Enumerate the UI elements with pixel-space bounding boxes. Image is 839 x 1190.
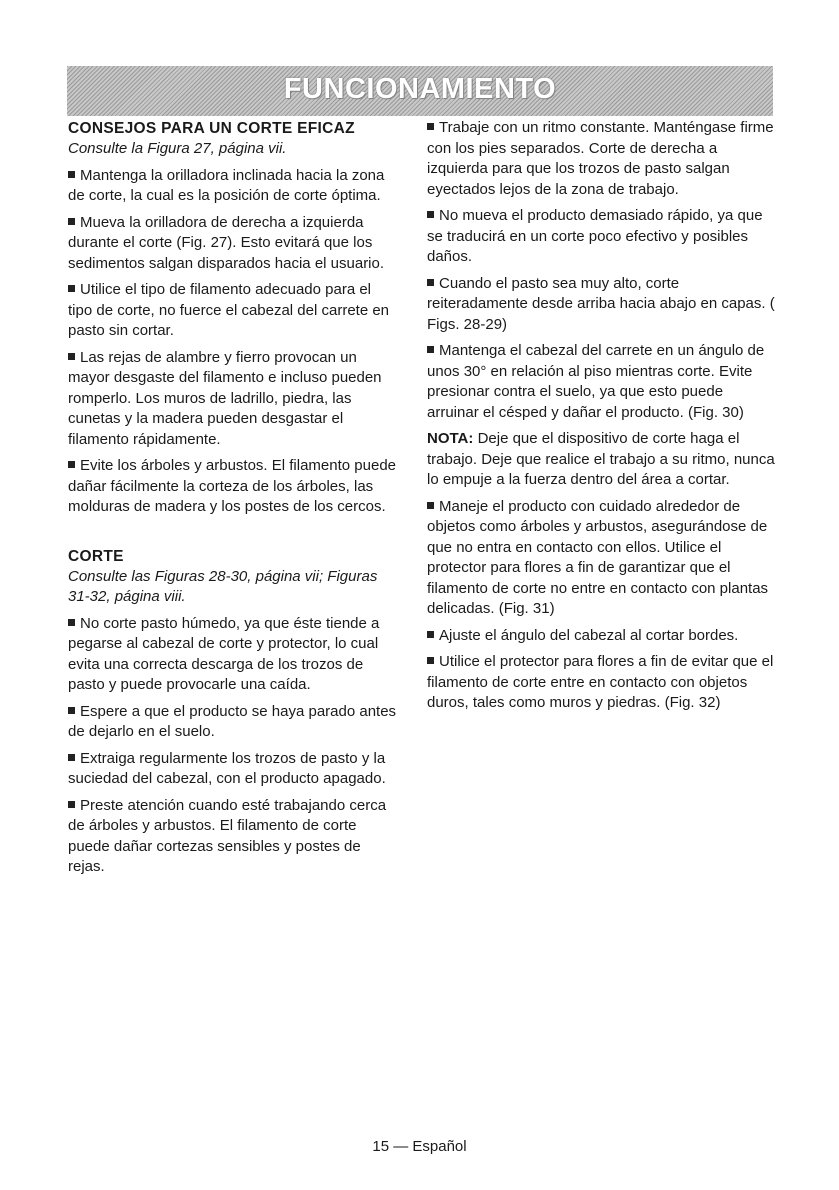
note-label: NOTA: <box>427 430 474 447</box>
list-item: Mantenga la orilladora inclinada hacia la zona de corte, la cual es la posición de corte óptima. <box>68 166 398 207</box>
list-item: Maneje el producto con cuidado alrededor de objetos como árboles y arbustos, asegurándose de que no entra en contacto con ellos. Utilice el protector para flores a fin de garantizar que el filamento de corte no entre en contacto con plantas delicadas. (Fig. 31) <box>427 497 777 620</box>
note-text: Deje que el dispositivo de corte haga el trabajo. Deje que realice el trabajo a su ritmo, nunca lo empuje a la fuerza dentro del área a cortar. <box>427 430 775 488</box>
page-title: FUNCIONAMIENTO <box>283 73 557 105</box>
list-item: Mueva la orilladora de derecha a izquierda durante el corte (Fig. 27). Esto evitará que los sedimentos salgan disparados hacia el usuario. <box>68 213 398 275</box>
list-item: Las rejas de alambre y fierro provocan un mayor desgaste del filamento e incluso pueden romperlo. Los muros de ladrillo, piedra, las cunetas y la madera pueden desgastar el filamento rápidamente. <box>68 348 398 451</box>
list-item: No corte pasto húmedo, ya que éste tiende a pegarse al cabezal de corte y protector, lo cual evita una correcta descarga de los trozos de pasto y puede provocarle una caída. <box>68 614 398 696</box>
list-item: Cuando el pasto sea muy alto, corte reiteradamente desde arriba hacia abajo en capas. ( Figs. 28-29) <box>427 274 777 336</box>
list-item: Preste atención cuando esté trabajando cerca de árboles y arbustos. El filamento de corte puede dañar cortezas sensibles y postes de rejas. <box>68 796 398 878</box>
left-column <box>68 118 398 884</box>
section-heading-consejos: CONSEJOS PARA UN CORTE EFICAZ <box>68 120 355 137</box>
list-item: Trabaje con un ritmo constante. Manténgase firme con los pies separados. Corte de derecha a izquierda para que los trozos de pasto salgan eyectados lejos de la zona de trabajo. <box>427 118 777 200</box>
list-item: No mueva el producto demasiado rápido, ya que se traducirá en un corte poco efectivo y posibles daños. <box>427 206 777 268</box>
list-item: Evite los árboles y arbustos. El filamento puede dañar fácilmente la corteza de los árboles, las molduras de madera y los postes de los cercos. <box>68 456 398 518</box>
note-paragraph <box>427 429 777 491</box>
right-column <box>427 118 777 720</box>
section-heading-corte: CORTE <box>68 547 124 565</box>
list-item: Ajuste el ángulo del cabezal al cortar bordes. <box>427 626 777 647</box>
section-banner <box>67 66 773 116</box>
list-item: Utilice el protector para flores a fin de evitar que el filamento de corte entre en contacto con objetos duros, tales como muros y piedras. (Fig. 32) <box>427 652 777 714</box>
page-footer: 15 — Español <box>372 1138 467 1155</box>
list-item: Espere a que el producto se haya parado antes de dejarlo en el suelo. <box>68 702 398 743</box>
list-item: Extraiga regularmente los trozos de pasto y la suciedad del cabezal, con el producto apagado. <box>68 749 398 790</box>
list-item: Mantenga el cabezal del carrete en un ángulo de unos 30° en relación al piso mientras corte. Evite presionar contra el suelo, ya que esto puede arruinar el césped y dañar el producto. (Fig. 30) <box>427 341 777 423</box>
list-item: Utilice el tipo de filamento adecuado para el tipo de corte, no fuerce el cabezal del carrete en pasto sin cortar. <box>68 280 398 342</box>
section-spacer <box>68 524 398 546</box>
figure-reference: Consulte las Figuras 28-30, página vii; Figuras 31-32, página viii. <box>68 567 378 605</box>
figure-reference: Consulte la Figura 27, página vii. <box>68 140 287 157</box>
